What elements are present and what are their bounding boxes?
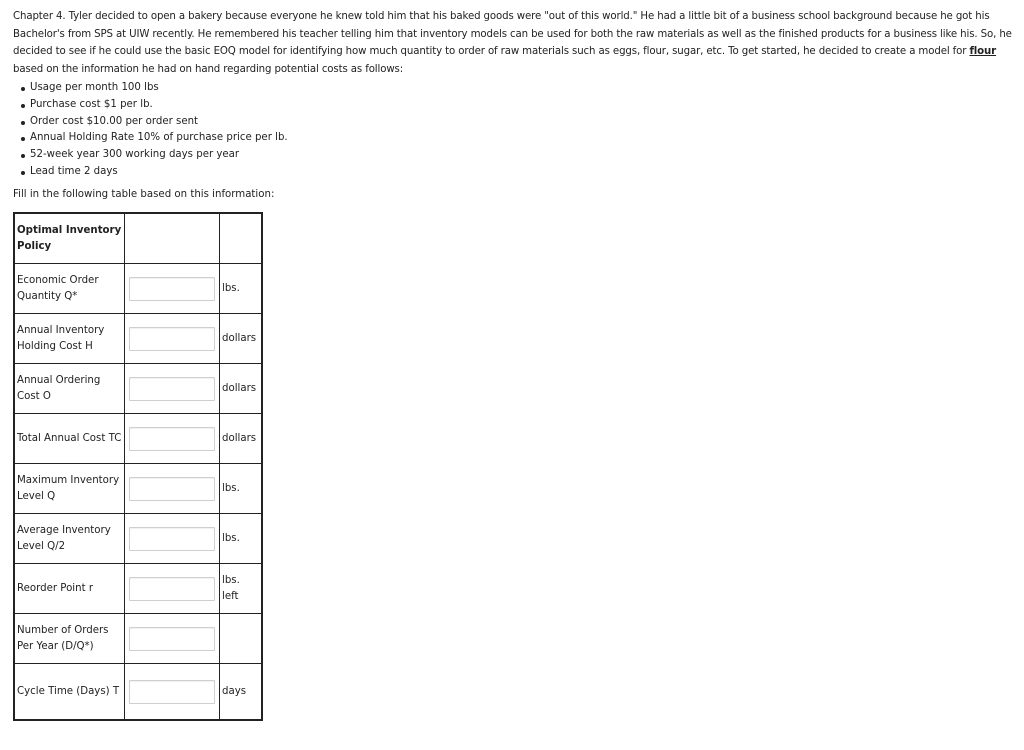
row-label: Annual Inventory Holding Cost H — [14, 314, 125, 364]
table-row — [14, 264, 262, 314]
total-cost-answer-input[interactable] — [129, 427, 215, 451]
average-inventory-answer-input[interactable] — [129, 527, 215, 551]
table-header: Optimal Inventory Policy — [17, 224, 122, 252]
flour-emphasis: flour — [969, 46, 997, 57]
answer-cell — [125, 664, 220, 721]
row-label: Average Inventory Level Q/2 — [14, 514, 125, 564]
answer-cell — [125, 564, 220, 614]
inventory-policy-table — [13, 212, 263, 721]
eoq-answer-input[interactable] — [129, 277, 215, 301]
empty-header-cell — [125, 213, 220, 264]
answer-cell — [125, 314, 220, 364]
row-label: Annual Ordering Cost O — [14, 364, 125, 414]
table-row — [14, 464, 262, 514]
row-unit: lbs. — [220, 514, 263, 564]
answer-cell — [125, 264, 220, 314]
table-row — [14, 414, 262, 464]
problem-text-end: based on the information he had on hand regarding potential costs as follows: — [13, 63, 404, 75]
row-unit: days — [220, 664, 263, 721]
answer-cell — [125, 464, 220, 514]
problem-text-start: Chapter 4. Tyler decided to open a bakery because everyone he knew told him that his baked goods were "out of this world." He had a little bit of a business school background because he got his Bachelor's from SPS at UIW recently. He remembered his teacher telling him that inventory models can be used for both the raw materials as well as the finished products for a business like his. So, he decided to see if he could use the basic EOQ model for identifying how much quantity to order of raw materials such as eggs, flour, sugar, etc. To get started, he decided to create a model for — [13, 11, 1012, 57]
row-label: Economic Order Quantity Q* — [14, 264, 125, 314]
table-header-row — [14, 213, 262, 264]
table-row — [14, 514, 262, 564]
row-label: Maximum Inventory Level Q — [14, 464, 125, 514]
row-label: Total Annual Cost TC — [14, 414, 125, 464]
row-unit: dollars — [220, 314, 263, 364]
table-instructions: Fill in the following table based on this information: — [13, 189, 275, 200]
list-item-usage: Usage per month 100 lbs — [13, 80, 288, 97]
row-unit: dollars — [220, 364, 263, 414]
row-unit: lbs. left — [220, 564, 263, 614]
list-item-lead-time: Lead time 2 days — [13, 164, 288, 181]
empty-header-cell — [220, 213, 263, 264]
answer-cell — [125, 514, 220, 564]
row-unit: dollars — [220, 414, 263, 464]
list-item-order-cost: Order cost $10.00 per order sent — [13, 114, 288, 131]
table-row — [14, 314, 262, 364]
answer-cell — [125, 614, 220, 664]
cost-information-list — [13, 80, 288, 181]
answer-cell — [125, 364, 220, 414]
row-label: Cycle Time (Days) T — [14, 664, 125, 721]
max-inventory-answer-input[interactable] — [129, 477, 215, 501]
table-row — [14, 564, 262, 614]
row-unit: lbs. — [220, 464, 263, 514]
holding-cost-answer-input[interactable] — [129, 327, 215, 351]
problem-statement — [13, 8, 1013, 78]
list-item-working-days: 52-week year 300 working days per year — [13, 147, 288, 164]
orders-per-year-answer-input[interactable] — [129, 627, 215, 651]
row-unit: lbs. — [220, 264, 263, 314]
table-row — [14, 364, 262, 414]
cycle-time-answer-input[interactable] — [129, 680, 215, 704]
list-item-holding-rate: Annual Holding Rate 10% of purchase price per lb. — [13, 130, 288, 147]
table-header-cell — [14, 213, 125, 264]
row-label: Number of Orders Per Year (D/Q*) — [14, 614, 125, 664]
row-label: Reorder Point r — [14, 564, 125, 614]
row-unit — [220, 614, 263, 664]
answer-cell — [125, 414, 220, 464]
table-row — [14, 614, 262, 664]
reorder-point-answer-input[interactable] — [129, 577, 215, 601]
list-item-purchase-cost: Purchase cost $1 per lb. — [13, 97, 288, 114]
ordering-cost-answer-input[interactable] — [129, 377, 215, 401]
table-row — [14, 664, 262, 721]
